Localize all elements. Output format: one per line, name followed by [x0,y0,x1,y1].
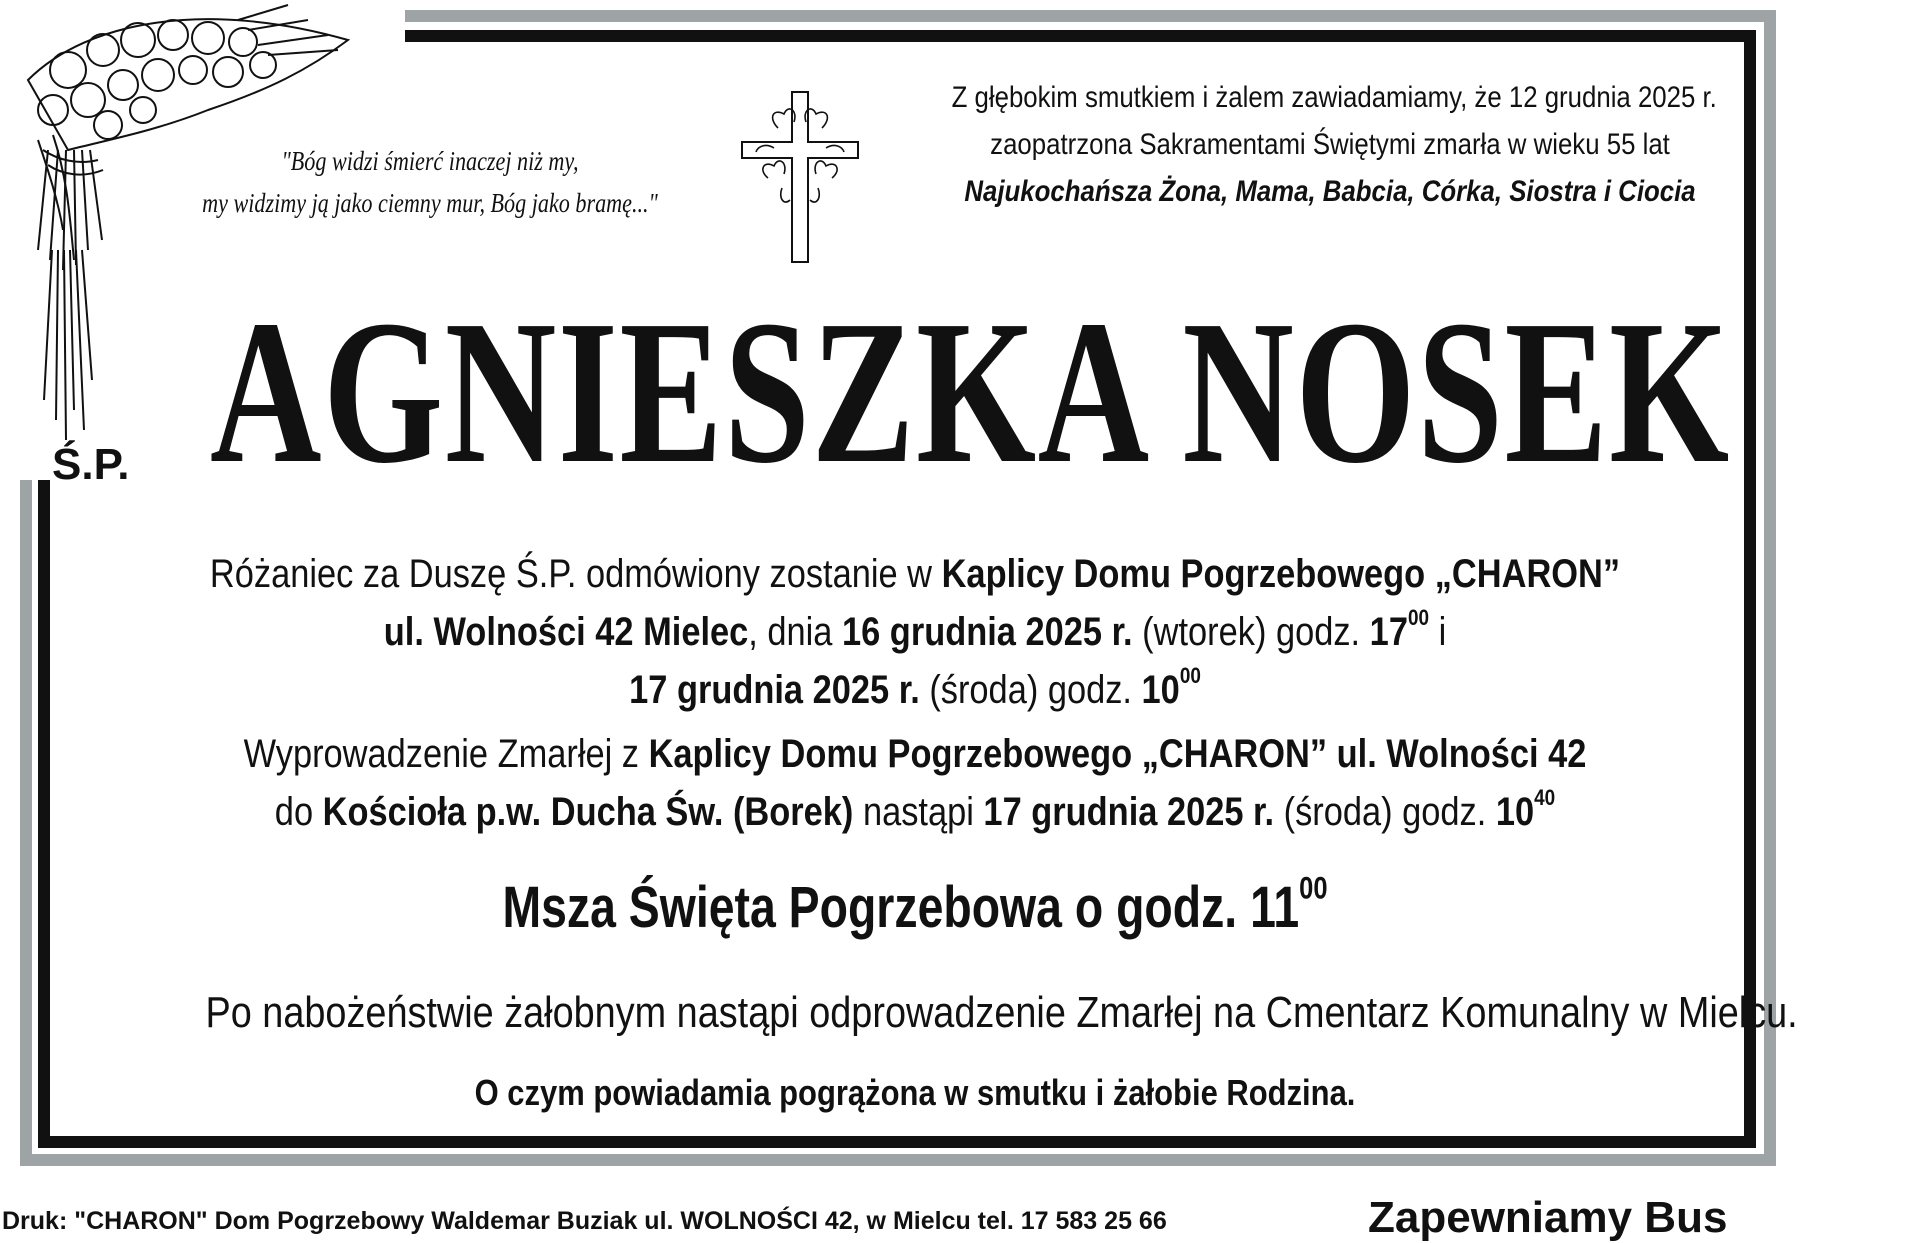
cemetery-info [205,985,1798,1041]
intro-line-2: zaopatrzona Sakramentami Świętymi zmarła w wieku 55 lat [990,128,1670,161]
funeral-mass [255,868,1575,948]
intro-line-1: Z głębokim smutkiem i żalem zawiadamiamy, że 12 grudnia 2025 r. [951,81,1717,114]
procession-line-2 [206,783,1625,841]
printer-footer: Druk: "CHARON" Dom Pogrzebowy Waldemar Buziak ul. WOLNOŚCI 42, w Mielcu tel. 17 583 25 66 [2,1207,1167,1235]
rosary-chapel: Kaplicy Domu Pogrzebowego „CHARON” [941,552,1621,596]
procession-church: Kościoła p.w. Ducha Św. (Borek) [322,790,854,834]
rosary-date-2: 17 grudnia 2025 r. [629,668,920,712]
family-text: O czym powiadamia pogrążona w smutku i żałobie Rodzina. [474,1072,1356,1113]
rosary-text: Różaniec za Duszę Ś.P. odmówiony zostanie w [209,552,942,596]
rosary-text: , dnia [748,610,842,654]
rosary-line-1 [206,545,1625,603]
rosary-minutes-1: 00 [1407,605,1430,631]
rosary-info [206,545,1625,719]
procession-info [206,725,1625,841]
procession-minutes: 40 [1534,785,1556,811]
rosary-hour-1: 17 [1369,610,1408,654]
mass-minutes: 00 [1299,869,1328,906]
quote-line-1: "Bóg widzi śmierć inaczej niż my, [281,146,579,176]
procession-chapel: Kaplicy Domu Pogrzebowego „CHARON” ul. Wolności 42 [648,732,1587,776]
procession-hour: 10 [1495,790,1535,834]
procession-text: do [274,790,323,834]
procession-text: nastąpi [853,790,984,834]
cross-with-lilies-icon [738,88,862,266]
mass-text: Msza Święta Pogrzebowa o godz. [502,875,1251,940]
rosary-hour-2: 10 [1141,668,1180,712]
intro-relations: Najukochańsza Żona, Mama, Babcia, Córka, Siostra i Ciocia [964,175,1696,208]
quote-line-2: my widzimy ją jako ciemny mur, Bóg jako bramę..." [202,188,658,218]
procession-text: Wyprowadzenie Zmarłej z [243,732,649,776]
rosary-text: (środa) godz. [919,668,1142,712]
cemetery-text: Po nabożeństwie żałobnym nastąpi odprowadzenie Zmarłej na Cmentarz Komunalny w Mielcu. [205,988,1798,1037]
procession-line-1 [206,725,1625,783]
rosary-minutes-2: 00 [1179,663,1201,689]
deceased-prefix: Ś.P. [52,440,130,489]
rosary-date-1: 16 grudnia 2025 r. [841,610,1133,654]
rosary-text: (wtorek) godz. [1132,610,1370,654]
family-notice [206,1068,1625,1118]
quote [200,140,659,224]
rosary-line-2 [206,603,1625,661]
bus-notice: Zapewniamy Bus [1368,1193,1728,1242]
rosary-text: i [1429,610,1447,654]
rosary-line-3 [206,661,1625,719]
mass-hour: 11 [1250,875,1300,940]
announcement-intro [951,74,1717,215]
procession-text: (środa) godz. [1274,790,1496,834]
deceased-name: AGNIESZKA NOSEK [210,277,1731,506]
rosary-address: ul. Wolności 42 Mielec [383,610,749,654]
procession-date: 17 grudnia 2025 r. [983,790,1275,834]
